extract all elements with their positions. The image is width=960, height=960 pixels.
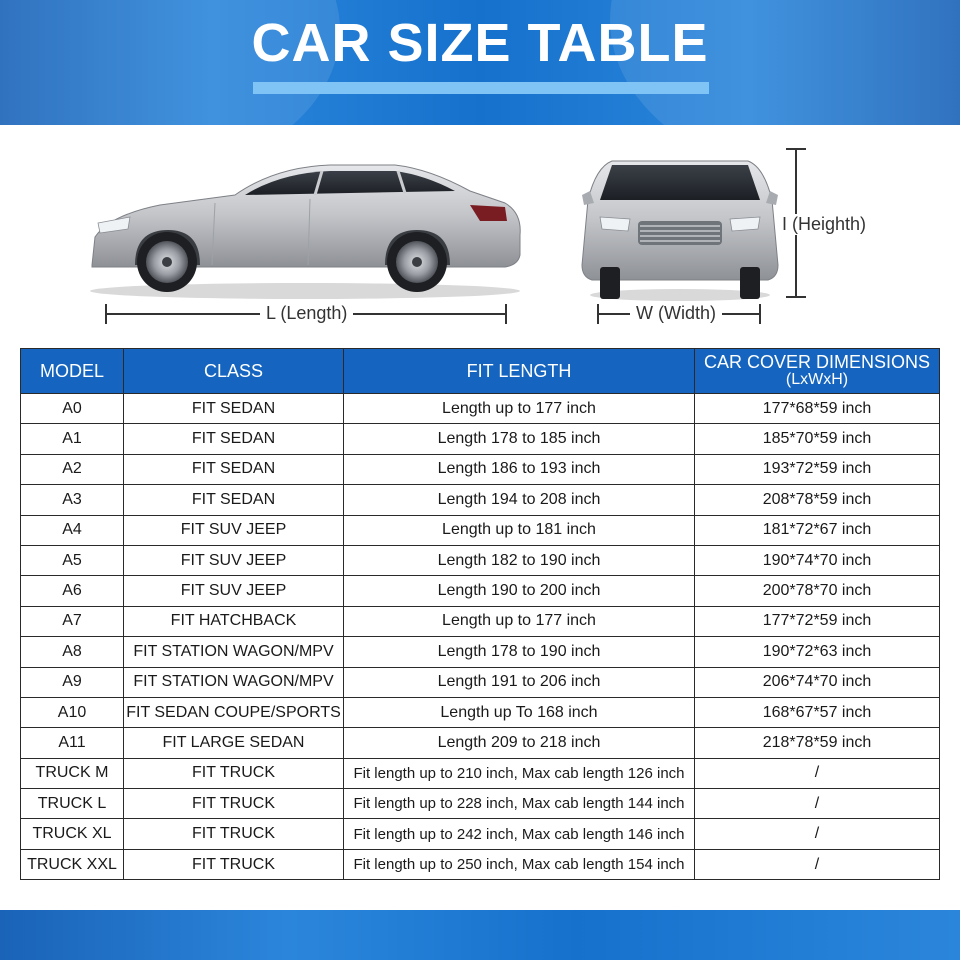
class-cell: FIT SUV JEEP (124, 515, 344, 545)
fit-length-cell: Fit length up to 250 inch, Max cab length 154 inch (344, 849, 695, 879)
table-row (21, 667, 940, 697)
class-cell: FIT TRUCK (124, 819, 344, 849)
dimensions-header-label: CAR COVER DIMENSIONS (703, 352, 931, 372)
height-label: I (Heighth) (776, 214, 872, 235)
class-cell: FIT TRUCK (124, 849, 344, 879)
dimensions-header-sublabel: (LxWxH) (785, 371, 849, 388)
fit-length-cell: Length 186 to 193 inch (344, 454, 695, 484)
table-row (21, 728, 940, 758)
column-header-fit-length: FIT LENGTH (344, 349, 695, 394)
table-row (21, 485, 940, 515)
fit-length-cell: Length 178 to 190 inch (344, 637, 695, 667)
class-cell: FIT LARGE SEDAN (124, 728, 344, 758)
table-row (21, 637, 940, 667)
class-cell: FIT STATION WAGON/MPV (124, 637, 344, 667)
title-underline (253, 82, 709, 94)
table-row (21, 454, 940, 484)
table-row (21, 606, 940, 636)
fit-length-cell: Length 190 to 200 inch (344, 576, 695, 606)
class-cell: FIT SEDAN COUPE/SPORTS (124, 697, 344, 727)
page-title: CAR SIZE TABLE (251, 13, 709, 73)
model-cell: A11 (21, 728, 124, 758)
model-cell: A2 (21, 454, 124, 484)
table-row (21, 394, 940, 424)
dimensions-cell: 206*74*70 inch (695, 667, 940, 697)
class-cell: FIT TRUCK (124, 758, 344, 788)
model-cell: A7 (21, 606, 124, 636)
class-cell: FIT TRUCK (124, 789, 344, 819)
model-cell: A4 (21, 515, 124, 545)
class-cell: FIT HATCHBACK (124, 606, 344, 636)
model-cell: A6 (21, 576, 124, 606)
model-cell: A8 (21, 637, 124, 667)
fit-length-cell: Fit length up to 242 inch, Max cab length 146 inch (344, 819, 695, 849)
table-header-row (21, 349, 940, 394)
header-banner (0, 0, 960, 125)
column-header-model: MODEL (21, 349, 124, 394)
fit-length-cell: Length up to 177 inch (344, 394, 695, 424)
class-cell: FIT SEDAN (124, 424, 344, 454)
car-dimension-diagram (0, 125, 960, 350)
fit-length-cell: Length 178 to 185 inch (344, 424, 695, 454)
table-row (21, 849, 940, 879)
table-row (21, 789, 940, 819)
dimensions-cell: 177*72*59 inch (695, 606, 940, 636)
table-row (21, 515, 940, 545)
class-cell: FIT SUV JEEP (124, 545, 344, 575)
fit-length-cell: Length 182 to 190 inch (344, 545, 695, 575)
fit-length-cell: Length up To 168 inch (344, 697, 695, 727)
dimensions-cell: 218*78*59 inch (695, 728, 940, 758)
fit-length-cell: Length 209 to 218 inch (344, 728, 695, 758)
dimensions-cell: 193*72*59 inch (695, 454, 940, 484)
model-cell: TRUCK L (21, 789, 124, 819)
model-cell: TRUCK XXL (21, 849, 124, 879)
dimensions-cell: / (695, 758, 940, 788)
fit-length-cell: Length 194 to 208 inch (344, 485, 695, 515)
side-view-car (90, 165, 520, 299)
table-row (21, 758, 940, 788)
fit-length-cell: Length 191 to 206 inch (344, 667, 695, 697)
dimensions-cell: 168*67*57 inch (695, 697, 940, 727)
model-cell: TRUCK XL (21, 819, 124, 849)
front-view-car (582, 161, 778, 301)
column-header-class: CLASS (124, 349, 344, 394)
size-table (20, 348, 940, 880)
table-row (21, 545, 940, 575)
width-label: W (Width) (630, 303, 722, 324)
car-illustration (0, 125, 960, 350)
dimensions-cell: 200*78*70 inch (695, 576, 940, 606)
fit-length-cell: Fit length up to 228 inch, Max cab length 144 inch (344, 789, 695, 819)
table-row (21, 697, 940, 727)
fit-length-cell: Length up to 181 inch (344, 515, 695, 545)
model-cell: A9 (21, 667, 124, 697)
dimensions-cell: / (695, 849, 940, 879)
fit-length-cell: Fit length up to 210 inch, Max cab length 126 inch (344, 758, 695, 788)
dimensions-cell: / (695, 819, 940, 849)
dimensions-cell: / (695, 789, 940, 819)
class-cell: FIT SEDAN (124, 454, 344, 484)
class-cell: FIT STATION WAGON/MPV (124, 667, 344, 697)
model-cell: A10 (21, 697, 124, 727)
model-cell: A5 (21, 545, 124, 575)
dimensions-cell: 190*74*70 inch (695, 545, 940, 575)
dimensions-cell: 208*78*59 inch (695, 485, 940, 515)
table-row (21, 819, 940, 849)
dimensions-cell: 177*68*59 inch (695, 394, 940, 424)
table-row (21, 576, 940, 606)
model-cell: A3 (21, 485, 124, 515)
dimensions-cell: 185*70*59 inch (695, 424, 940, 454)
footer-banner (0, 910, 960, 960)
model-cell: TRUCK M (21, 758, 124, 788)
fit-length-cell: Length up to 177 inch (344, 606, 695, 636)
class-cell: FIT SUV JEEP (124, 576, 344, 606)
column-header-dimensions (695, 349, 940, 394)
class-cell: FIT SEDAN (124, 485, 344, 515)
dimensions-cell: 190*72*63 inch (695, 637, 940, 667)
model-cell: A1 (21, 424, 124, 454)
dimensions-cell: 181*72*67 inch (695, 515, 940, 545)
class-cell: FIT SEDAN (124, 394, 344, 424)
length-label: L (Length) (260, 303, 353, 324)
table-row (21, 424, 940, 454)
model-cell: A0 (21, 394, 124, 424)
